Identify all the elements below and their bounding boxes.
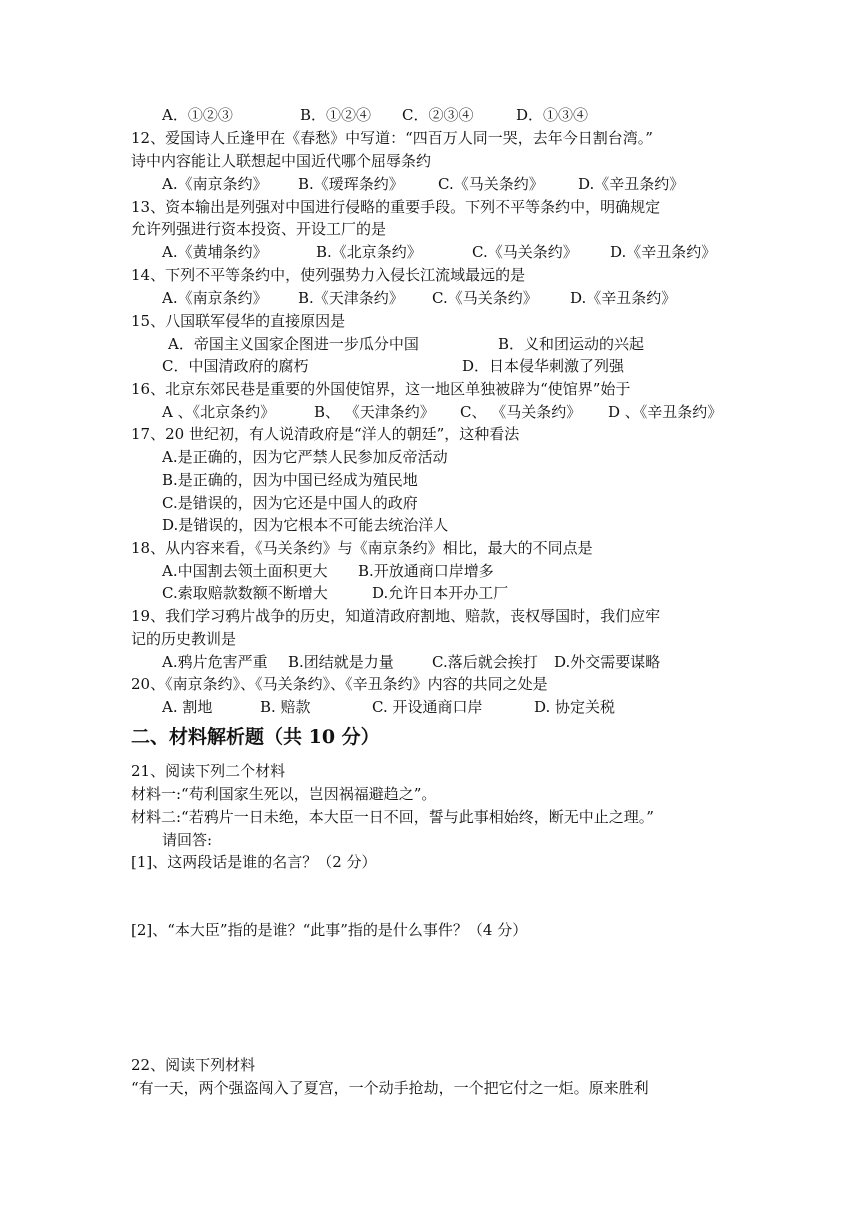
q21-material-2: 材料二:“若鸦片一日未绝，本大臣一日不回，誓与此事相始终，断无中止之理。” xyxy=(131,808,654,826)
q11-option-d: D．①③④ xyxy=(516,106,589,124)
q12-option-c: C.《马关条约》 xyxy=(438,175,544,193)
q18-option-c: C.索取赔款数额不断增大 xyxy=(162,584,328,602)
section-heading: 二、材料解析题（共 10 分） xyxy=(131,726,380,748)
q21-subquestion-2: [2]、“本大臣”指的是谁？“此事”指的是什么事件？（4 分） xyxy=(131,921,528,939)
q16-stem: 16、北京东郊民巷是重要的外国使馆界，这一地区单独被辟为“使馆界”始于 xyxy=(131,380,631,398)
q11-option-a: A．①②③ xyxy=(162,106,233,124)
q20-option-b: B. 赔款 xyxy=(260,698,311,716)
q12-option-d: D.《辛丑条约》 xyxy=(578,175,685,193)
q12-option-b: B.《瑷珲条约》 xyxy=(298,175,404,193)
q14-stem: 14、下列不平等条约中，使列强势力入侵长江流域最远的是 xyxy=(131,266,526,284)
q20-option-d: D. 协定关税 xyxy=(534,698,616,716)
q19-option-c: C.落后就会挨打 xyxy=(432,653,538,671)
q15-option-d: D．日本侵华刺激了列强 xyxy=(462,357,625,375)
q13-option-d: D.《辛丑条约》 xyxy=(610,243,717,261)
q18-stem: 18、从内容来看，《马关条约》与《南京条约》相比，最大的不同点是 xyxy=(131,539,593,557)
q15-option-b: B．义和团运动的兴起 xyxy=(498,335,645,353)
q20-option-a: A. 割地 xyxy=(162,698,213,716)
q14-option-c: C.《马关条约》 xyxy=(432,289,538,307)
q21-stem: 21、阅读下列二个材料 xyxy=(131,762,286,780)
q17-option-a: A.是正确的，因为它严禁人民参加反帝活动 xyxy=(162,448,448,466)
q21-material-1: 材料一:“苟利国家生死以，岂因祸福避趋之”。 xyxy=(131,785,437,803)
q14-option-a: A.《南京条约》 xyxy=(162,289,268,307)
q16-option-b: B、 《天津条约》 xyxy=(314,403,435,421)
q22-material-line1: “有一天，两个强盗闯入了夏宫，一个动手抢劫，一个把它付之一炬。原来胜利 xyxy=(131,1079,649,1097)
q20-stem: 20、《南京条约》、《马关条约》、《辛丑条约》内容的共同之处是 xyxy=(131,675,548,693)
q19-stem-line2: 记的历史教训是 xyxy=(131,630,237,648)
q13-stem-line1: 13、资本输出是列强对中国进行侵略的重要手段。下列不平等条约中，明确规定 xyxy=(131,198,661,216)
q18-option-d: D.允许日本开办工厂 xyxy=(372,584,509,602)
q17-stem: 17、20 世纪初，有人说清政府是“洋人的朝廷”，这种看法 xyxy=(131,425,520,443)
q22-stem: 22、阅读下列材料 xyxy=(131,1056,256,1074)
q16-option-c: C、 《马关条约》 xyxy=(460,403,582,421)
q15-option-c: C．中国清政府的腐朽 xyxy=(162,357,309,375)
q13-option-a: A.《黄埔条约》 xyxy=(162,243,268,261)
q13-stem-line2: 允许列强进行资本投资、开设工厂的是 xyxy=(131,220,387,238)
q12-option-a: A.《南京条约》 xyxy=(162,175,268,193)
q19-option-b: B.团结就是力量 xyxy=(288,653,394,671)
q12-stem-line1: 12、爱国诗人丘逢甲在《春愁》中写道：“四百万人同一哭，去年今日割台湾。” xyxy=(131,129,653,147)
q20-option-c: C. 开设通商口岸 xyxy=(372,698,483,716)
q18-option-a: A.中国割去领土面积更大 xyxy=(162,562,328,580)
q15-stem: 15、八国联军侵华的直接原因是 xyxy=(131,312,346,330)
q19-option-a: A.鸦片危害严重 xyxy=(162,653,268,671)
q13-option-b: B.《北京条约》 xyxy=(316,243,422,261)
q14-option-b: B.《天津条约》 xyxy=(298,289,404,307)
q16-option-a: A 、《北京条约》 xyxy=(162,403,276,421)
q19-option-d: D.外交需要谋略 xyxy=(554,653,661,671)
q17-option-c: C.是错误的，因为它还是中国人的政府 xyxy=(162,494,418,512)
q11-option-b: B．①②④ xyxy=(300,106,372,124)
q15-option-a: A．帝国主义国家企图进一步瓜分中国 xyxy=(168,335,419,353)
q18-option-b: B.开放通商口岸增多 xyxy=(358,562,494,580)
q16-option-d: D 、《辛丑条约》 xyxy=(608,403,723,421)
q12-stem-line2: 诗中内容能让人联想起中国近代哪个屈辱条约 xyxy=(131,152,432,170)
q13-option-c: C.《马关条约》 xyxy=(472,243,578,261)
q21-prompt: 请回答: xyxy=(162,831,213,849)
q21-subquestion-1: [1]、这两段话是谁的名言？（2 分） xyxy=(131,853,377,871)
q19-stem-line1: 19、我们学习鸦片战争的历史，知道清政府割地、赔款，丧权辱国时，我们应牢 xyxy=(131,607,661,625)
q17-option-b: B.是正确的，因为中国已经成为殖民地 xyxy=(162,471,418,489)
q17-option-d: D.是错误的，因为它根本不可能去统治洋人 xyxy=(162,516,449,534)
q14-option-d: D.《辛丑条约》 xyxy=(570,289,677,307)
q11-option-c: C．②③④ xyxy=(402,106,474,124)
